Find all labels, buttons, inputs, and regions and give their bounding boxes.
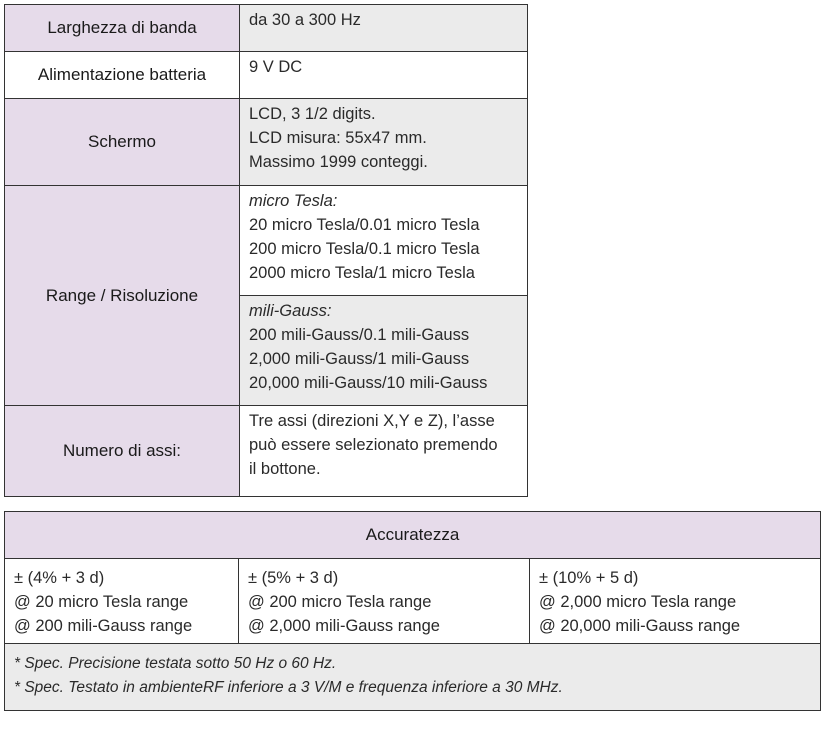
bandwidth-value bbox=[240, 5, 528, 52]
accuracy-range-tesla: @ 2,000 micro Tesla range bbox=[539, 593, 737, 611]
accuracy-tolerance: ± (10% + 5 d) bbox=[539, 569, 639, 587]
accuracy-header-row bbox=[5, 512, 821, 559]
bandwidth-label: Larghezza di banda bbox=[5, 5, 240, 52]
accuracy-range-gauss: @ 20,000 mili-Gauss range bbox=[539, 617, 741, 635]
accuracy-table bbox=[4, 511, 821, 711]
accuracy-cell-1 bbox=[5, 559, 239, 644]
accuracy-note: * Spec. Testato in ambienteRF inferiore a 3 V/M e frequenza inferiore a 30 MHz. bbox=[14, 679, 563, 696]
screen-value bbox=[240, 99, 528, 186]
spec-row-range-tesla bbox=[5, 186, 528, 296]
accuracy-title: Accuratezza bbox=[5, 512, 821, 559]
screen-line: LCD, 3 1/2 digits. bbox=[249, 105, 376, 123]
gauss-line: 200 mili-Gauss/0.1 mili-Gauss bbox=[249, 326, 470, 344]
screen-label: Schermo bbox=[5, 99, 240, 186]
accuracy-range-tesla: @ 20 micro Tesla range bbox=[14, 593, 189, 611]
spec-row-axes bbox=[5, 406, 528, 497]
specifications-table bbox=[4, 4, 528, 497]
gauss-line: 20,000 mili-Gauss/10 mili-Gauss bbox=[249, 374, 488, 392]
accuracy-notes bbox=[5, 644, 821, 711]
axes-line: Tre assi (direzioni X,Y e Z), l’asse bbox=[249, 412, 495, 430]
spec-row-bandwidth bbox=[5, 5, 528, 52]
accuracy-range-tesla: @ 200 micro Tesla range bbox=[248, 593, 432, 611]
accuracy-cell-3 bbox=[530, 559, 821, 644]
accuracy-tolerance: ± (4% + 3 d) bbox=[14, 569, 105, 587]
battery-label: Alimentazione batteria bbox=[5, 52, 240, 99]
range-label: Range / Risoluzione bbox=[5, 186, 240, 406]
range-gauss-value bbox=[240, 296, 528, 406]
spec-row-screen bbox=[5, 99, 528, 186]
axes-line: può essere selezionato premendo bbox=[249, 436, 498, 454]
axes-line: il bottone. bbox=[249, 460, 321, 478]
bandwidth-value-text: da 30 a 300 Hz bbox=[249, 11, 361, 29]
range-tesla-value bbox=[240, 186, 528, 296]
axes-value bbox=[240, 406, 528, 497]
tesla-line: 2000 micro Tesla/1 micro Tesla bbox=[249, 264, 475, 282]
tesla-heading: micro Tesla: bbox=[249, 192, 338, 210]
screen-line: LCD misura: 55x47 mm. bbox=[249, 129, 427, 147]
accuracy-cell-2 bbox=[239, 559, 530, 644]
accuracy-note: * Spec. Precisione testata sotto 50 Hz o 60 Hz. bbox=[14, 655, 337, 672]
accuracy-range-gauss: @ 200 mili-Gauss range bbox=[14, 617, 193, 635]
accuracy-range-gauss: @ 2,000 mili-Gauss range bbox=[248, 617, 440, 635]
battery-value-text: 9 V DC bbox=[249, 58, 303, 76]
gauss-heading: mili-Gauss: bbox=[249, 302, 332, 320]
battery-value bbox=[240, 52, 528, 99]
gauss-line: 2,000 mili-Gauss/1 mili-Gauss bbox=[249, 350, 470, 368]
spec-row-battery bbox=[5, 52, 528, 99]
accuracy-notes-row bbox=[5, 644, 821, 711]
axes-label: Numero di assi: bbox=[5, 406, 240, 497]
tesla-line: 200 micro Tesla/0.1 micro Tesla bbox=[249, 240, 480, 258]
accuracy-values-row bbox=[5, 559, 821, 644]
screen-line: Massimo 1999 conteggi. bbox=[249, 153, 428, 171]
accuracy-tolerance: ± (5% + 3 d) bbox=[248, 569, 339, 587]
tesla-line: 20 micro Tesla/0.01 micro Tesla bbox=[249, 216, 480, 234]
